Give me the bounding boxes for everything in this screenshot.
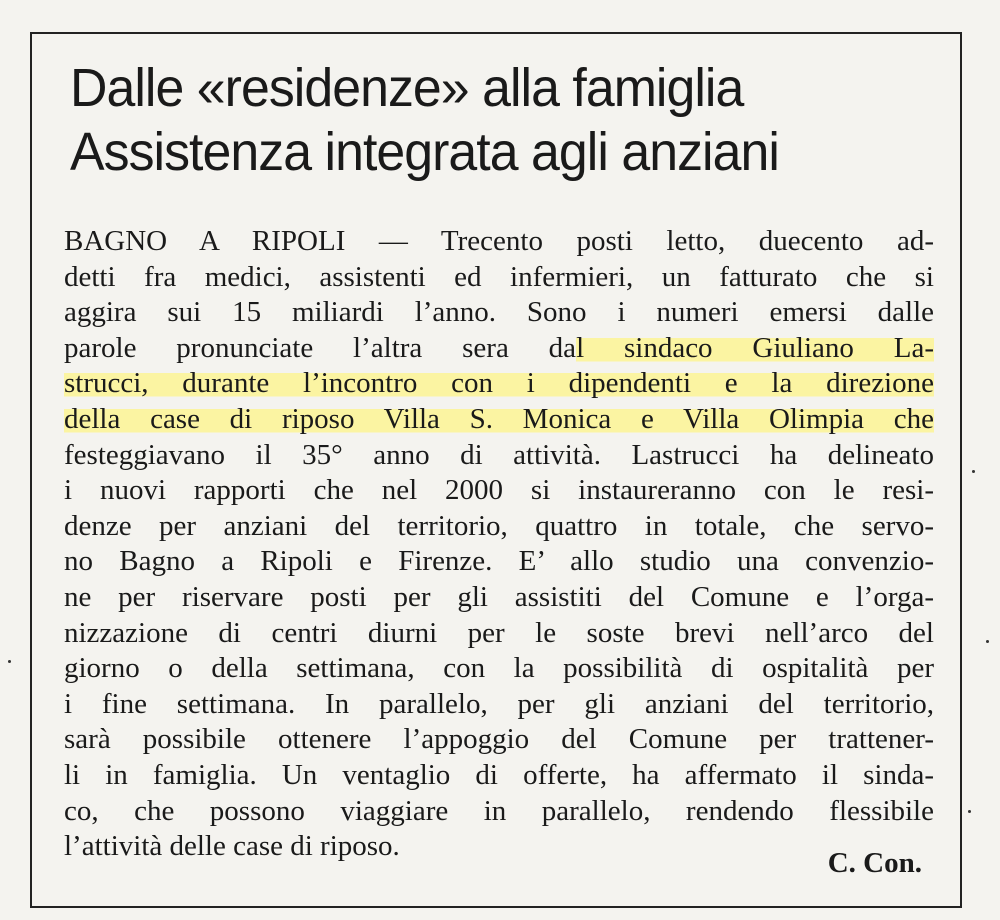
body-line: festeggiavano il 35° anno di attività. Lastrucci ha delineato bbox=[64, 438, 934, 471]
body-line: giorno o della settimana, con la possibilità di ospitalità per bbox=[64, 652, 934, 685]
body-line-highlighted bbox=[64, 331, 934, 367]
scan-speck bbox=[986, 640, 989, 643]
scan-speck bbox=[8, 660, 11, 663]
body-line-highlighted bbox=[64, 366, 934, 402]
body-line: li in famiglia. Un ventaglio di offerte, ha affermato il sinda- bbox=[64, 758, 934, 791]
scan-speck bbox=[968, 810, 971, 813]
body-line: detti fra medici, assistenti ed infermieri, un fatturato che si bbox=[64, 260, 934, 293]
article-body bbox=[64, 224, 934, 865]
body-line: nizzazione di centri diurni per le soste brevi nell’arco del bbox=[64, 616, 934, 649]
headline bbox=[70, 56, 896, 184]
highlighted-text: della case di riposo Villa S. Monica e Villa Olimpia che bbox=[64, 402, 934, 435]
body-line-highlighted bbox=[64, 402, 934, 438]
body-line: i fine settimana. In parallelo, per gli anziani del territorio, bbox=[64, 687, 934, 720]
body-line: aggira sui 15 miliardi l’anno. Sono i numeri emersi dalle bbox=[64, 296, 934, 329]
highlighted-text: l sindaco Giuliano La- bbox=[576, 331, 934, 364]
scan-speck bbox=[972, 470, 975, 473]
body-line: i nuovi rapporti che nel 2000 si instaureranno con le resi- bbox=[64, 474, 934, 507]
body-line: co, che possono viaggiare in parallelo, rendendo flessibile bbox=[64, 794, 934, 827]
headline-line-2: Assistenza integrata agli anziani bbox=[70, 122, 779, 182]
body-line: ne per riservare posti per gli assistiti del Comune e l’orga- bbox=[64, 580, 934, 613]
body-line-last: l’attività delle case di riposo. bbox=[64, 830, 400, 863]
headline-line-1: Dalle «residenze» alla famiglia bbox=[70, 58, 744, 118]
highlighted-text: strucci, durante l’incontro con i dipendenti e la direzione bbox=[64, 367, 934, 400]
body-line: no Bagno a Ripoli e Firenze. E’ allo studio una convenzio- bbox=[64, 545, 934, 578]
body-line: denze per anziani del territorio, quattro in totale, che servo- bbox=[64, 509, 934, 542]
body-line-plain-part: parole pronunciate l’altra sera da bbox=[64, 331, 577, 364]
article-frame bbox=[30, 32, 962, 908]
body-line: BAGNO A RIPOLI — Trecento posti letto, duecento ad- bbox=[64, 225, 934, 257]
author-signature: C. Con. bbox=[827, 847, 922, 879]
body-line: sarà possibile ottenere l’appoggio del Comune per trattener- bbox=[64, 723, 934, 756]
